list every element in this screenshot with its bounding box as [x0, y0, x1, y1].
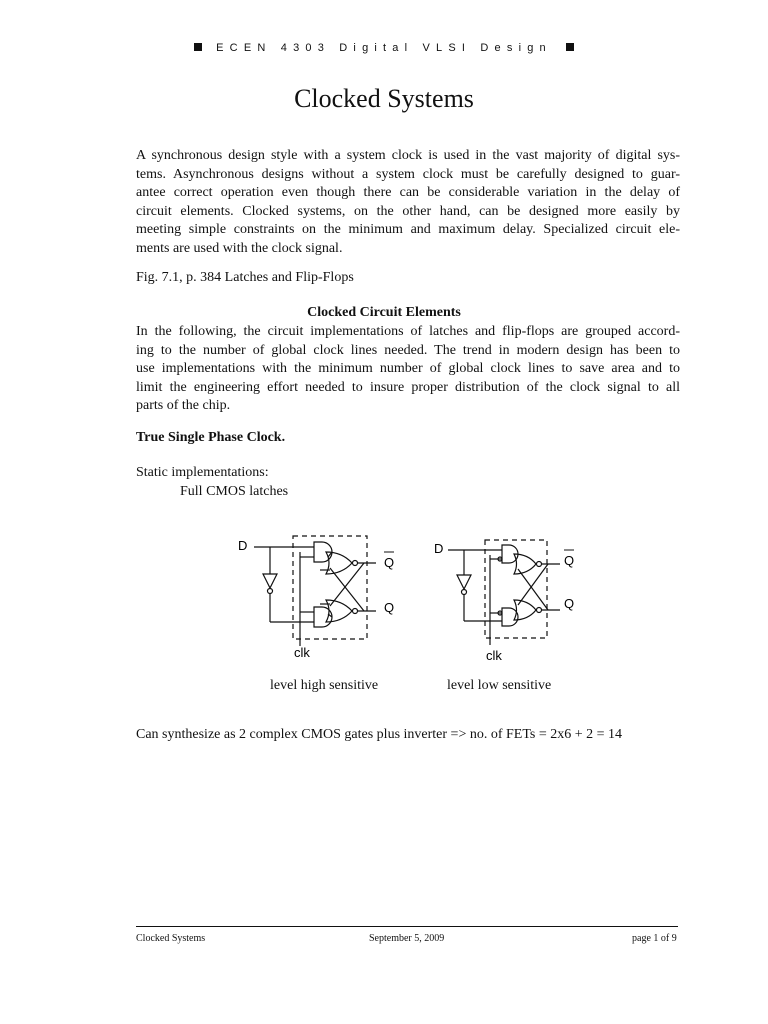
footer-page-number: page 1 of 9 [632, 933, 677, 944]
section-paragraph [136, 323, 680, 416]
latch-high-diagram [230, 530, 410, 665]
figure-reference: Fig. 7.1, p. 384 Latches and Flip-Flops [136, 270, 354, 285]
text-line: parts of the chip. [136, 398, 231, 414]
input-d-label: D [434, 541, 444, 556]
clk-label: clk [294, 645, 310, 660]
section-heading: Clocked Circuit Elements [307, 305, 461, 320]
bullet-square-icon [194, 43, 202, 51]
text-line: circuit elements. Clocked systems, on the other hand, can be designed more easily by [136, 203, 680, 219]
footer-left: Clocked Systems [136, 933, 206, 944]
intro-paragraph [136, 147, 680, 259]
footer-date: September 5, 2009 [369, 933, 445, 944]
text-line: use implementations with the minimum number of global clock lines to save area and to [136, 361, 680, 377]
latch-low-diagram [430, 533, 600, 668]
output-qbar-label: Q [384, 555, 395, 570]
footer-rule [136, 926, 678, 927]
output-q-label: Q [564, 596, 575, 611]
inverter-symbol [457, 575, 471, 589]
text-line: In the following, the circuit implementations of latches and flip-flops are grouped accord- [136, 324, 680, 339]
text-line: A synchronous design style with a system clock is used in the vast majority of digital sys- [136, 148, 680, 163]
text-line: antee correct operation even though there can be considerable variation in the delay of [136, 185, 680, 201]
text-line: ing to the number of global clock lines needed. The trend in modern design has been to [136, 342, 680, 358]
header-text: ECEN 4303 Digital VLSI Design [216, 42, 552, 54]
text-line: tems. Asynchronous designs without a system clock must be carefully designed to guar- [136, 166, 680, 182]
latch-low-caption: level low sensitive [447, 678, 552, 693]
text-line: ments are used with the clock signal. [136, 240, 343, 256]
running-header [0, 42, 768, 54]
latch-label: Full CMOS latches [180, 484, 289, 499]
inverter-symbol [263, 574, 277, 588]
output-q-label: Q [384, 600, 395, 615]
subsection-heading: True Single Phase Clock. [136, 430, 286, 445]
input-d-label: D [238, 538, 248, 553]
text-line: limit the engineering effort needed to insure proper distribution of the clock signal to all [136, 379, 680, 395]
text-line: meeting simple constraints on the minimum and maximum delay. Specialized circuit ele- [136, 222, 680, 238]
nor-gate-bottom [514, 600, 536, 620]
latch-high-caption: level high sensitive [270, 678, 379, 693]
clk-label: clk [486, 648, 502, 663]
synthesis-note: Can synthesize as 2 complex CMOS gates plus inverter => no. of FETs = 2x6 + 2 = 14 [136, 727, 623, 742]
static-label: Static implementations: [136, 465, 269, 480]
output-qbar-label: Q [564, 553, 575, 568]
page-title: Clocked Systems [294, 84, 474, 113]
bullet-square-icon [566, 43, 574, 51]
